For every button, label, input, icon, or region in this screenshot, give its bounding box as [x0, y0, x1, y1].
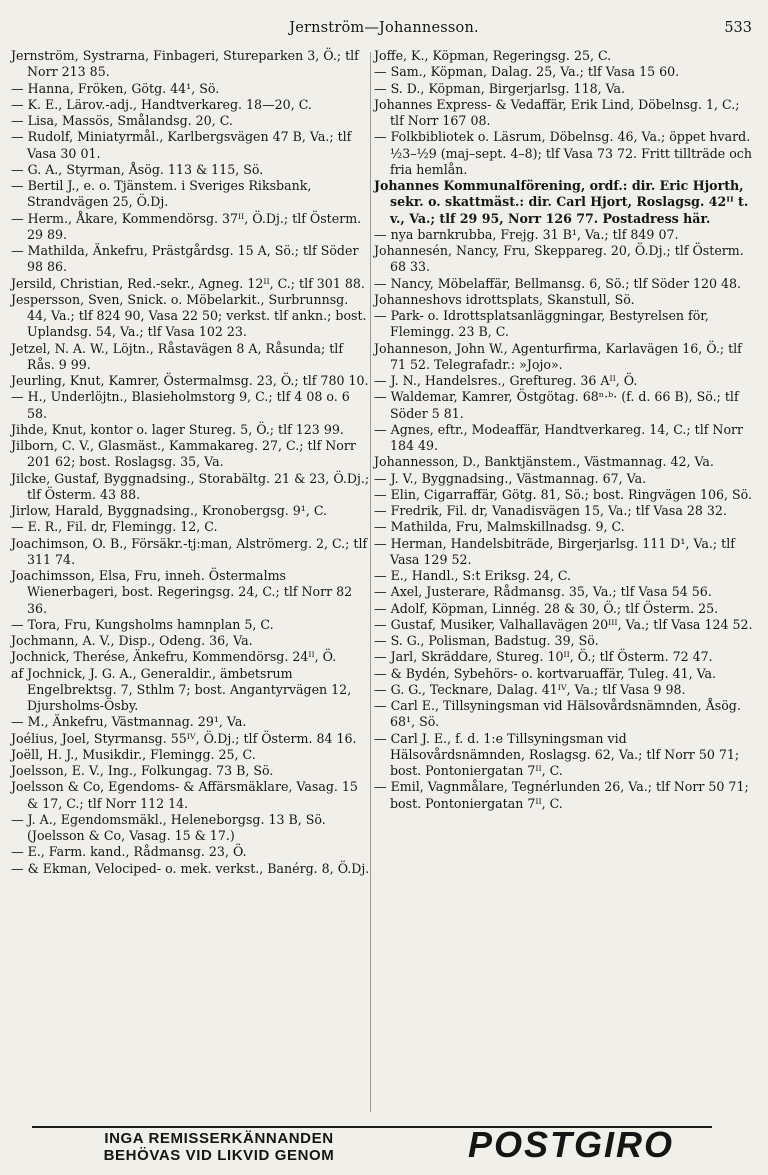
directory-entry: — Nancy, Möbelaffär, Bellmansg. 6, Sö.; tlf Söder 120 48.: [374, 275, 742, 291]
directory-entry: — Lisa, Massös, Smålandsg. 20, C.: [11, 113, 233, 128]
directory-entry: Jirlow, Harald, Byggnadsing., Kronobergsg. 9¹, C.: [11, 503, 328, 518]
directory-entry: Jespersson, Sven, Snick. o. Möbelarkit., Surbrunnsg. 44, Va.; tlf 824 90, Vasa 22 50; verkst. tlf ankn.; bost. Uplandsg. 54, Va.; tlf Vasa 102 23.: [11, 291, 367, 340]
directory-entry: Johanneson, John W., Agenturfirma, Karlavägen 16, Ö.; tlf 71 52. Telegrafadr.: »Jojo».: [374, 340, 742, 372]
directory-entry: — Herman, Handelsbiträde, Birgerjarlsg. 111 D¹, Va.; tlf Vasa 129 52.: [374, 535, 735, 567]
directory-entry: — G. G., Tecknare, Dalag. 41ᴵⱽ, Va.; tlf Vasa 9 98.: [374, 681, 686, 697]
directory-entry: Joelsson, E. V., Ing., Folkungag. 73 B, Sö.: [11, 763, 274, 778]
directory-entry: — E. R., Fil. dr, Flemingg. 12, C.: [11, 519, 218, 535]
directory-entry: Johanneshovs idrottsplats, Skanstull, Sö.: [374, 291, 635, 307]
left-column: [11, 48, 371, 877]
directory-entry: Johannesson, D., Banktjänstem., Västmannag. 42, Va.: [374, 454, 714, 470]
directory-entry: — Herm., Åkare, Kommendörsg. 37ᴵᴵ, Ö.Dj.; tlf Österm. 29 89.: [11, 210, 362, 242]
directory-entry: — J. V., Byggnadsing., Västmannag. 67, Va.: [374, 470, 647, 486]
directory-entry: — E., Handl., S:t Eriksg. 24, C.: [374, 568, 572, 583]
directory-entry: Jilborn, C. V., Glasmäst., Kammakareg. 27, C.; tlf Norr 201 62; bost. Roslagsg. 35, Va.: [11, 438, 356, 470]
directory-entry: — Elin, Cigarraffär, Götg. 81, Sö.; bost. Ringvägen 106, Sö.: [374, 486, 753, 502]
directory-entry: — J. N., Handelsres., Greftureg. 36 Aᴵᴵ, Ö.: [374, 373, 638, 388]
directory-entry: Joëll, H. J., Musikdir., Flemingg. 25, C.: [11, 746, 256, 762]
directory-entry: — Agnes, eftr., Modeaffär, Handtverkareg. 14, C.; tlf Norr 184 49.: [374, 421, 744, 453]
directory-entry: — Emil, Vagnmålare, Tegnérlunden 26, Va.; tlf Norr 50 71; bost. Pontoniergatan 7ᴵᴵ, C.: [374, 779, 749, 811]
directory-entry: Johannes Kommunalförening, ordf.: dir. Eric Hjorth, sekr. o. skattmäst.: dir. Carl Hjort, Roslagsg. 42ᴵᴵ t. v., Va.; tlf 29 95, Norr 126 77. Postadress här.: [374, 178, 749, 226]
directory-entry: — Tora, Fru, Kungsholms hamnplan 5, C.: [11, 616, 274, 632]
directory-entry: — Axel, Justerare, Rådmansg. 35, Va.; tlf Vasa 54 56.: [374, 584, 712, 600]
directory-entry: Jernström, Systrarna, Finbageri, Stureparken 3, Ö.; tlf Norr 213 85.: [11, 48, 359, 80]
page-number: 533: [724, 20, 752, 36]
directory-entry: Jeurling, Knut, Kamrer, Östermalmsg. 23, Ö.; tlf 780 10.: [11, 373, 369, 388]
directory-entry: Joachimsson, Elsa, Fru, inneh. Östermalms Wienerbageri, bost. Regeringsg. 24, C.; tlf Norr 82 36.: [11, 568, 353, 616]
directory-entry: — G. A., Styrman, Åsög. 113 & 115, Sö.: [11, 161, 264, 177]
directory-entry: — J. A., Egendomsmäkl., Heleneborgsg. 13 B, Sö. (Joelsson & Co, Vasag. 15 & 17.): [11, 811, 326, 843]
directory-entry: Jihde, Knut, kontor o. lager Stureg. 5, Ö.; tlf 123 99.: [11, 421, 344, 437]
directory-entry: — S. G., Polisman, Badstug. 39, Sö.: [374, 633, 599, 648]
directory-entry: — nya barnkrubba, Frejg. 31 B¹, Va.; tlf 849 07.: [374, 226, 679, 242]
directory-entry: — Fredrik, Fil. dr, Vanadisvägen 15, Va.; tlf Vasa 28 32.: [374, 503, 727, 518]
ad-slogan-line-2: BEHÖVAS VID LIKVID GENOM: [103, 1147, 335, 1164]
directory-entry: — Bertil J., e. o. Tjänstem. i Sveriges Riksbank, Strandvägen 25, Ö.Dj.: [11, 178, 312, 210]
directory-entry: af Jochnick, J. G. A., Generaldir., ämbetsrum Engelbrektsg. 7, Sthlm 7; bost. Angantyrvägen 12, Djursholms-Ösby.: [11, 665, 352, 713]
directory-entry: Joffe, K., Köpman, Regeringsg. 25, C.: [374, 48, 612, 63]
directory-entry: Joachimson, O. B., Försäkr.-tj:man, Alströmerg. 2, C.; tlf 311 74.: [11, 535, 368, 567]
directory-entry: Joelsson & Co, Egendoms- & Affärsmäklare, Vasag. 15 & 17, C.; tlf Norr 112 14.: [11, 779, 358, 811]
directory-entry: Johannesén, Nancy, Fru, Skeppareg. 20, Ö.Dj.; tlf Österm. 68 33.: [374, 243, 744, 275]
directory-entry: — Rudolf, Miniatyrmål., Karlbergsvägen 47 B, Va.; tlf Vasa 30 01.: [11, 129, 352, 161]
running-title: Jernström—Johannesson.: [289, 20, 479, 36]
directory-entry: — Sam., Köpman, Dalag. 25, Va.; tlf Vasa 15 60.: [374, 64, 680, 80]
postgiro-advertisement: [0, 1126, 768, 1168]
ad-brand-logo: POSTGIRO: [468, 1124, 675, 1165]
directory-entry: Jetzel, N. A. W., Löjtn., Råstavägen 8 A, Råsunda; tlf Rås. 9 99.: [11, 340, 343, 372]
directory-entry: Jilcke, Gustaf, Byggnadsing., Storabältg. 21 & 23, Ö.Dj.; tlf Österm. 43 88.: [11, 470, 370, 502]
directory-columns: [0, 48, 768, 1120]
right-column: [374, 48, 754, 812]
directory-entry: — E., Farm. kand., Rådmansg. 23, Ö.: [11, 844, 247, 860]
page-header: [0, 20, 768, 44]
directory-entry: — S. D., Köpman, Birgerjarlsg. 118, Va.: [374, 80, 626, 96]
directory-entry: — Jarl, Skräddare, Stureg. 10ᴵᴵ, Ö.; tlf Österm. 72 47.: [374, 649, 713, 665]
directory-entry: — Folkbibliotek o. Läsrum, Döbelnsg. 46, Va.; öppet hvard. ½3–½9 (maj–sept. 4–8); tlf Vasa 73 72. Fritt tillträde och fria hemlån.: [374, 129, 752, 177]
directory-entry: Jochnick, Therése, Änkefru, Kommendörsg. 24ᴵᴵ, Ö.: [11, 649, 337, 665]
directory-entry: — & Ekman, Velociped- o. mek. verkst., Banérg. 8, Ö.Dj.: [11, 860, 370, 876]
directory-entry: — & Bydén, Sybehörs- o. kortvaruaffär, Tuleg. 41, Va.: [374, 665, 717, 681]
directory-entry: — K. E., Lärov.-adj., Handtverkareg. 18—20, C.: [11, 96, 312, 112]
directory-entry: Johannes Express- & Vedaffär, Erik Lind, Döbelnsg. 1, C.; tlf Norr 167 08.: [374, 96, 740, 128]
column-divider: [370, 52, 371, 1112]
directory-entry: — Mathilda, Fru, Malmskillnadsg. 9, C.: [374, 519, 625, 535]
directory-entry: — Hanna, Fröken, Götg. 44¹, Sö.: [11, 80, 220, 96]
directory-entry: — H., Underlöjtn., Blasieholmstorg 9, C.; tlf 4 08 o. 6 58.: [11, 389, 350, 421]
ad-slogan: [34, 1130, 404, 1164]
directory-entry: — Adolf, Köpman, Linnég. 28 & 30, Ö.; tlf Österm. 25.: [374, 600, 719, 616]
directory-entry: — M., Änkefru, Västmannag. 29¹, Va.: [11, 714, 247, 730]
directory-entry: — Mathilda, Änkefru, Prästgårdsg. 15 A, Sö.; tlf Söder 98 86.: [11, 243, 359, 275]
directory-entry: Joélius, Joel, Styrmansg. 55ᴵⱽ, Ö.Dj.; tlf Österm. 84 16.: [11, 730, 357, 746]
directory-entry: — Waldemar, Kamrer, Östgötag. 68ⁿ·ᵇ· (f. d. 66 B), Sö.; tlf Söder 5 81.: [374, 389, 739, 421]
directory-entry: — Park- o. Idrottsplatsanläggningar, Bestyrelsen för, Flemingg. 23 B, C.: [374, 308, 709, 340]
directory-entry: Jersild, Christian, Red.-sekr., Agneg. 12ᴵᴵ, C.; tlf 301 88.: [11, 275, 365, 291]
directory-entry: — Carl J. E., f. d. 1:e Tillsyningsman vid Hälsovårdsnämnden, Roslagsg. 62, Va.; tlf Norr 50 71; bost. Pontoniergatan 7ᴵᴵ, C.: [374, 730, 740, 778]
ad-slogan-line-1: INGA REMISSERKÄNNANDEN: [104, 1130, 334, 1147]
directory-entry: — Carl E., Tillsyningsman vid Hälsovårdsnämnden, Åsög. 68¹, Sö.: [374, 698, 741, 730]
directory-entry: Jochmann, A. V., Disp., Odeng. 36, Va.: [11, 633, 253, 648]
directory-entry: — Gustaf, Musiker, Valhallavägen 20ᴵᴵᴵ, Va.; tlf Vasa 124 52.: [374, 616, 753, 632]
